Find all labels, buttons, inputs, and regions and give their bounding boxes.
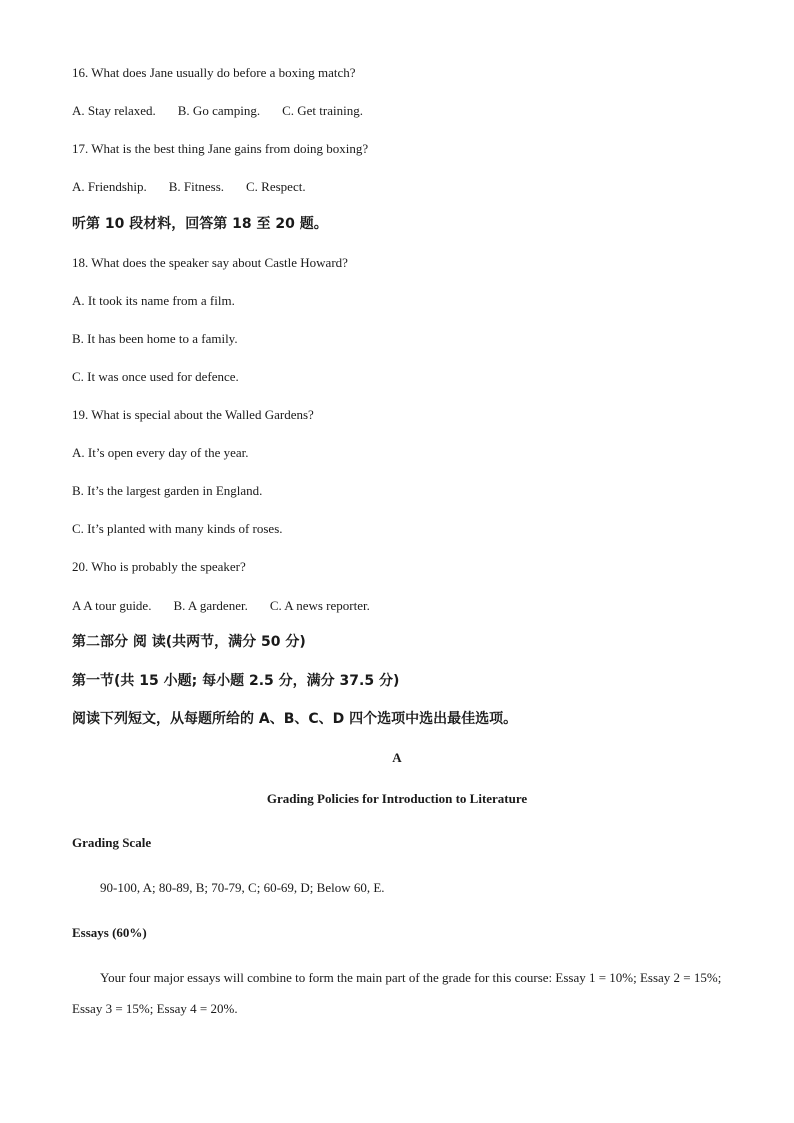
question-20-options: [72, 597, 370, 615]
option-c: C. Get training.: [282, 103, 363, 118]
option-a: A A tour guide.: [72, 598, 152, 613]
grading-scale-heading: Grading Scale: [72, 835, 152, 850]
question-16: 16. What does Jane usually do before a boxing match?: [72, 65, 356, 80]
section-10-instruction: 听第 10 段材料，回答第 18 至 20 题。: [72, 216, 328, 232]
passage-title: Grading Policies for Introduction to Literature: [266, 791, 528, 806]
option-a: A. Stay relaxed.: [72, 103, 156, 118]
part-2-heading: 第二部分 阅 读(共两节，满分 50 分): [72, 634, 306, 650]
reading-instruction: 阅读下列短文，从每题所给的 A、B、C、D 四个选项中选出最佳选项。: [72, 711, 518, 727]
question-18: 18. What does the speaker say about Castle Howard?: [72, 255, 348, 270]
question-19-option-a: A. It’s open every day of the year.: [72, 445, 249, 460]
question-17-options: [72, 178, 306, 196]
section-1-heading: 第一节(共 15 小题; 每小题 2.5 分，满分 37.5 分): [72, 673, 400, 689]
question-19-option-c: C. It’s planted with many kinds of roses.: [72, 521, 283, 536]
option-c: C. Respect.: [246, 179, 306, 194]
question-17: 17. What is the best thing Jane gains from doing boxing?: [72, 141, 369, 156]
question-20: 20. Who is probably the speaker?: [72, 559, 246, 574]
option-b: B. Go camping.: [177, 103, 261, 118]
option-c: C. A news reporter.: [269, 598, 370, 613]
question-19: 19. What is special about the Walled Gardens?: [72, 407, 314, 422]
passage-letter: A: [392, 750, 402, 765]
grading-scale-text: 90-100, A; 80-89, B; 70-79, C; 60-69, D; Below 60, E.: [100, 880, 385, 895]
question-18-option-a: A. It took its name from a film.: [72, 293, 235, 308]
option-b: B. A gardener.: [173, 598, 248, 613]
question-16-options: [72, 102, 363, 120]
question-19-option-b: B. It’s the largest garden in England.: [72, 483, 263, 498]
option-a: A. Friendship.: [72, 179, 147, 194]
option-b: B. Fitness.: [168, 179, 225, 194]
essays-paragraph: Your four major essays will combine to form the main part of the grade for this course: Essay 1 = 10%; Essay 2 = 15%; Essay 3 = 15%; Essay 4 = 20%.: [72, 970, 722, 1016]
essays-heading: Essays (60%): [72, 925, 147, 940]
question-18-option-c: C. It was once used for defence.: [72, 369, 239, 384]
question-18-option-b: B. It has been home to a family.: [72, 331, 238, 346]
